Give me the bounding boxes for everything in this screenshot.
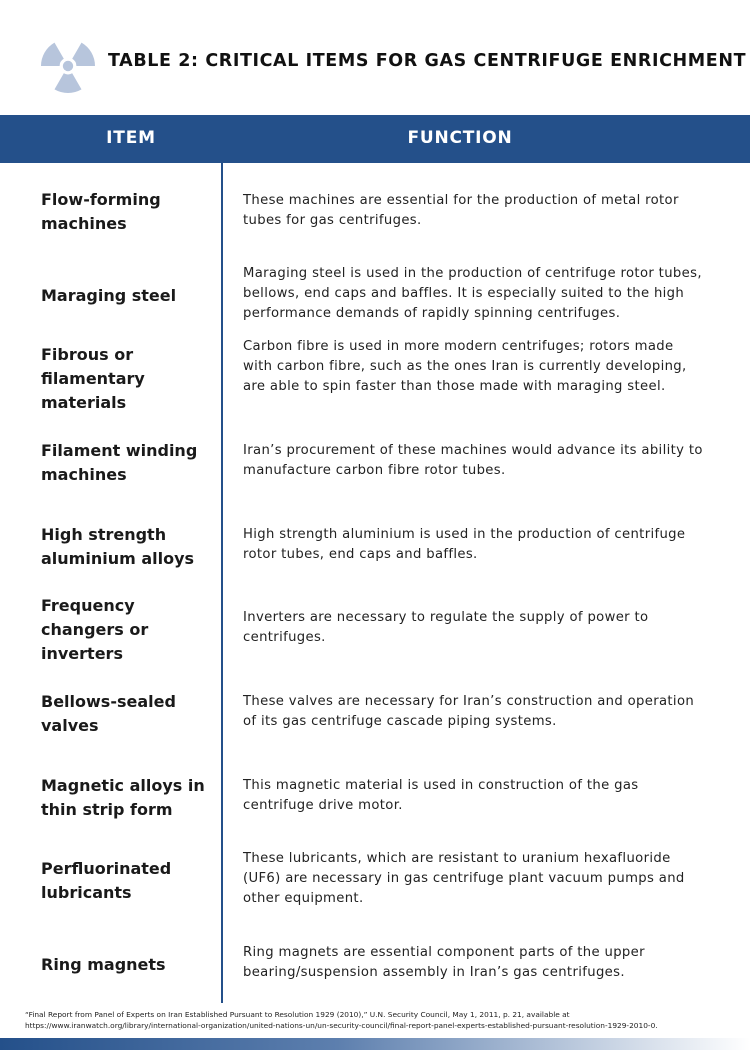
table-header: [0, 115, 750, 163]
source-footnote: “Final Report from Panel of Experts on Iran Established Pursuant to Resolution 1929 (2010),” U.N. Security Council, May 1, 2011, p. 21, available at https://www.iranwatch.org/library/international-organization/united-nations-un/un-security-council/final-report-panel-experts-established-pursuant-resolution-1929-2010-0.: [25, 1010, 658, 1030]
item-function: This magnetic material is used in construction of the gas centrifuge drive motor.: [243, 778, 639, 813]
title-row: [0, 0, 750, 115]
column-header-function: FUNCTION: [407, 128, 513, 148]
item-function: These lubricants, which are resistant to uranium hexafluoride (UF6) are necessary in gas centrifuge plant vacuum pumps and other equipment.: [243, 851, 685, 906]
column-header-item: ITEM: [106, 128, 156, 148]
item-name: Filament winding machines: [41, 441, 198, 484]
item-name: Maraging steel: [41, 286, 177, 305]
item-name: High strength aluminium alloys: [41, 525, 195, 568]
item-name: Fibrous or filamentary materials: [41, 345, 145, 412]
item-function: These machines are essential for the production of metal rotor tubes for gas centrifuges.: [243, 193, 679, 228]
item-function: Carbon fibre is used in more modern centrifuges; rotors made with carbon fibre, such as the ones Iran is currently developing, are able to spin faster than those made with maraging steel.: [243, 339, 687, 394]
radiation-icon: [40, 38, 96, 94]
item-name: Magnetic alloys in thin strip form: [41, 776, 205, 819]
item-function: Inverters are necessary to regulate the supply of power to centrifuges.: [243, 610, 649, 645]
item-name: Perfluorinated lubricants: [41, 859, 172, 902]
item-name: Frequency changers or inverters: [41, 596, 149, 663]
item-function: These valves are necessary for Iran’s construction and operation of its gas centrifuge cascade piping systems.: [243, 694, 695, 729]
item-function: Maraging steel is used in the production of centrifuge rotor tubes, bellows, end caps and baffles. It is especially suited to the high performance demands of rapidly spinning centrifuges.: [243, 266, 702, 321]
item-name: Ring magnets: [41, 955, 166, 974]
bottom-accent-bar: [0, 1038, 750, 1050]
item-name: Flow-forming machines: [41, 190, 161, 233]
item-function: High strength aluminium is used in the production of centrifuge rotor tubes, end caps and baffles.: [243, 527, 686, 562]
item-function: Iran’s procurement of these machines would advance its ability to manufacture carbon fibre rotor tubes.: [243, 443, 703, 478]
item-name: Bellows-sealed valves: [41, 692, 176, 735]
item-function: Ring magnets are essential component parts of the upper bearing/suspension assembly in Iran’s gas centrifuges.: [243, 945, 645, 980]
column-divider: [221, 163, 223, 1003]
page-title: TABLE 2: CRITICAL ITEMS FOR GAS CENTRIFUGE ENRICHMENT: [108, 51, 747, 71]
